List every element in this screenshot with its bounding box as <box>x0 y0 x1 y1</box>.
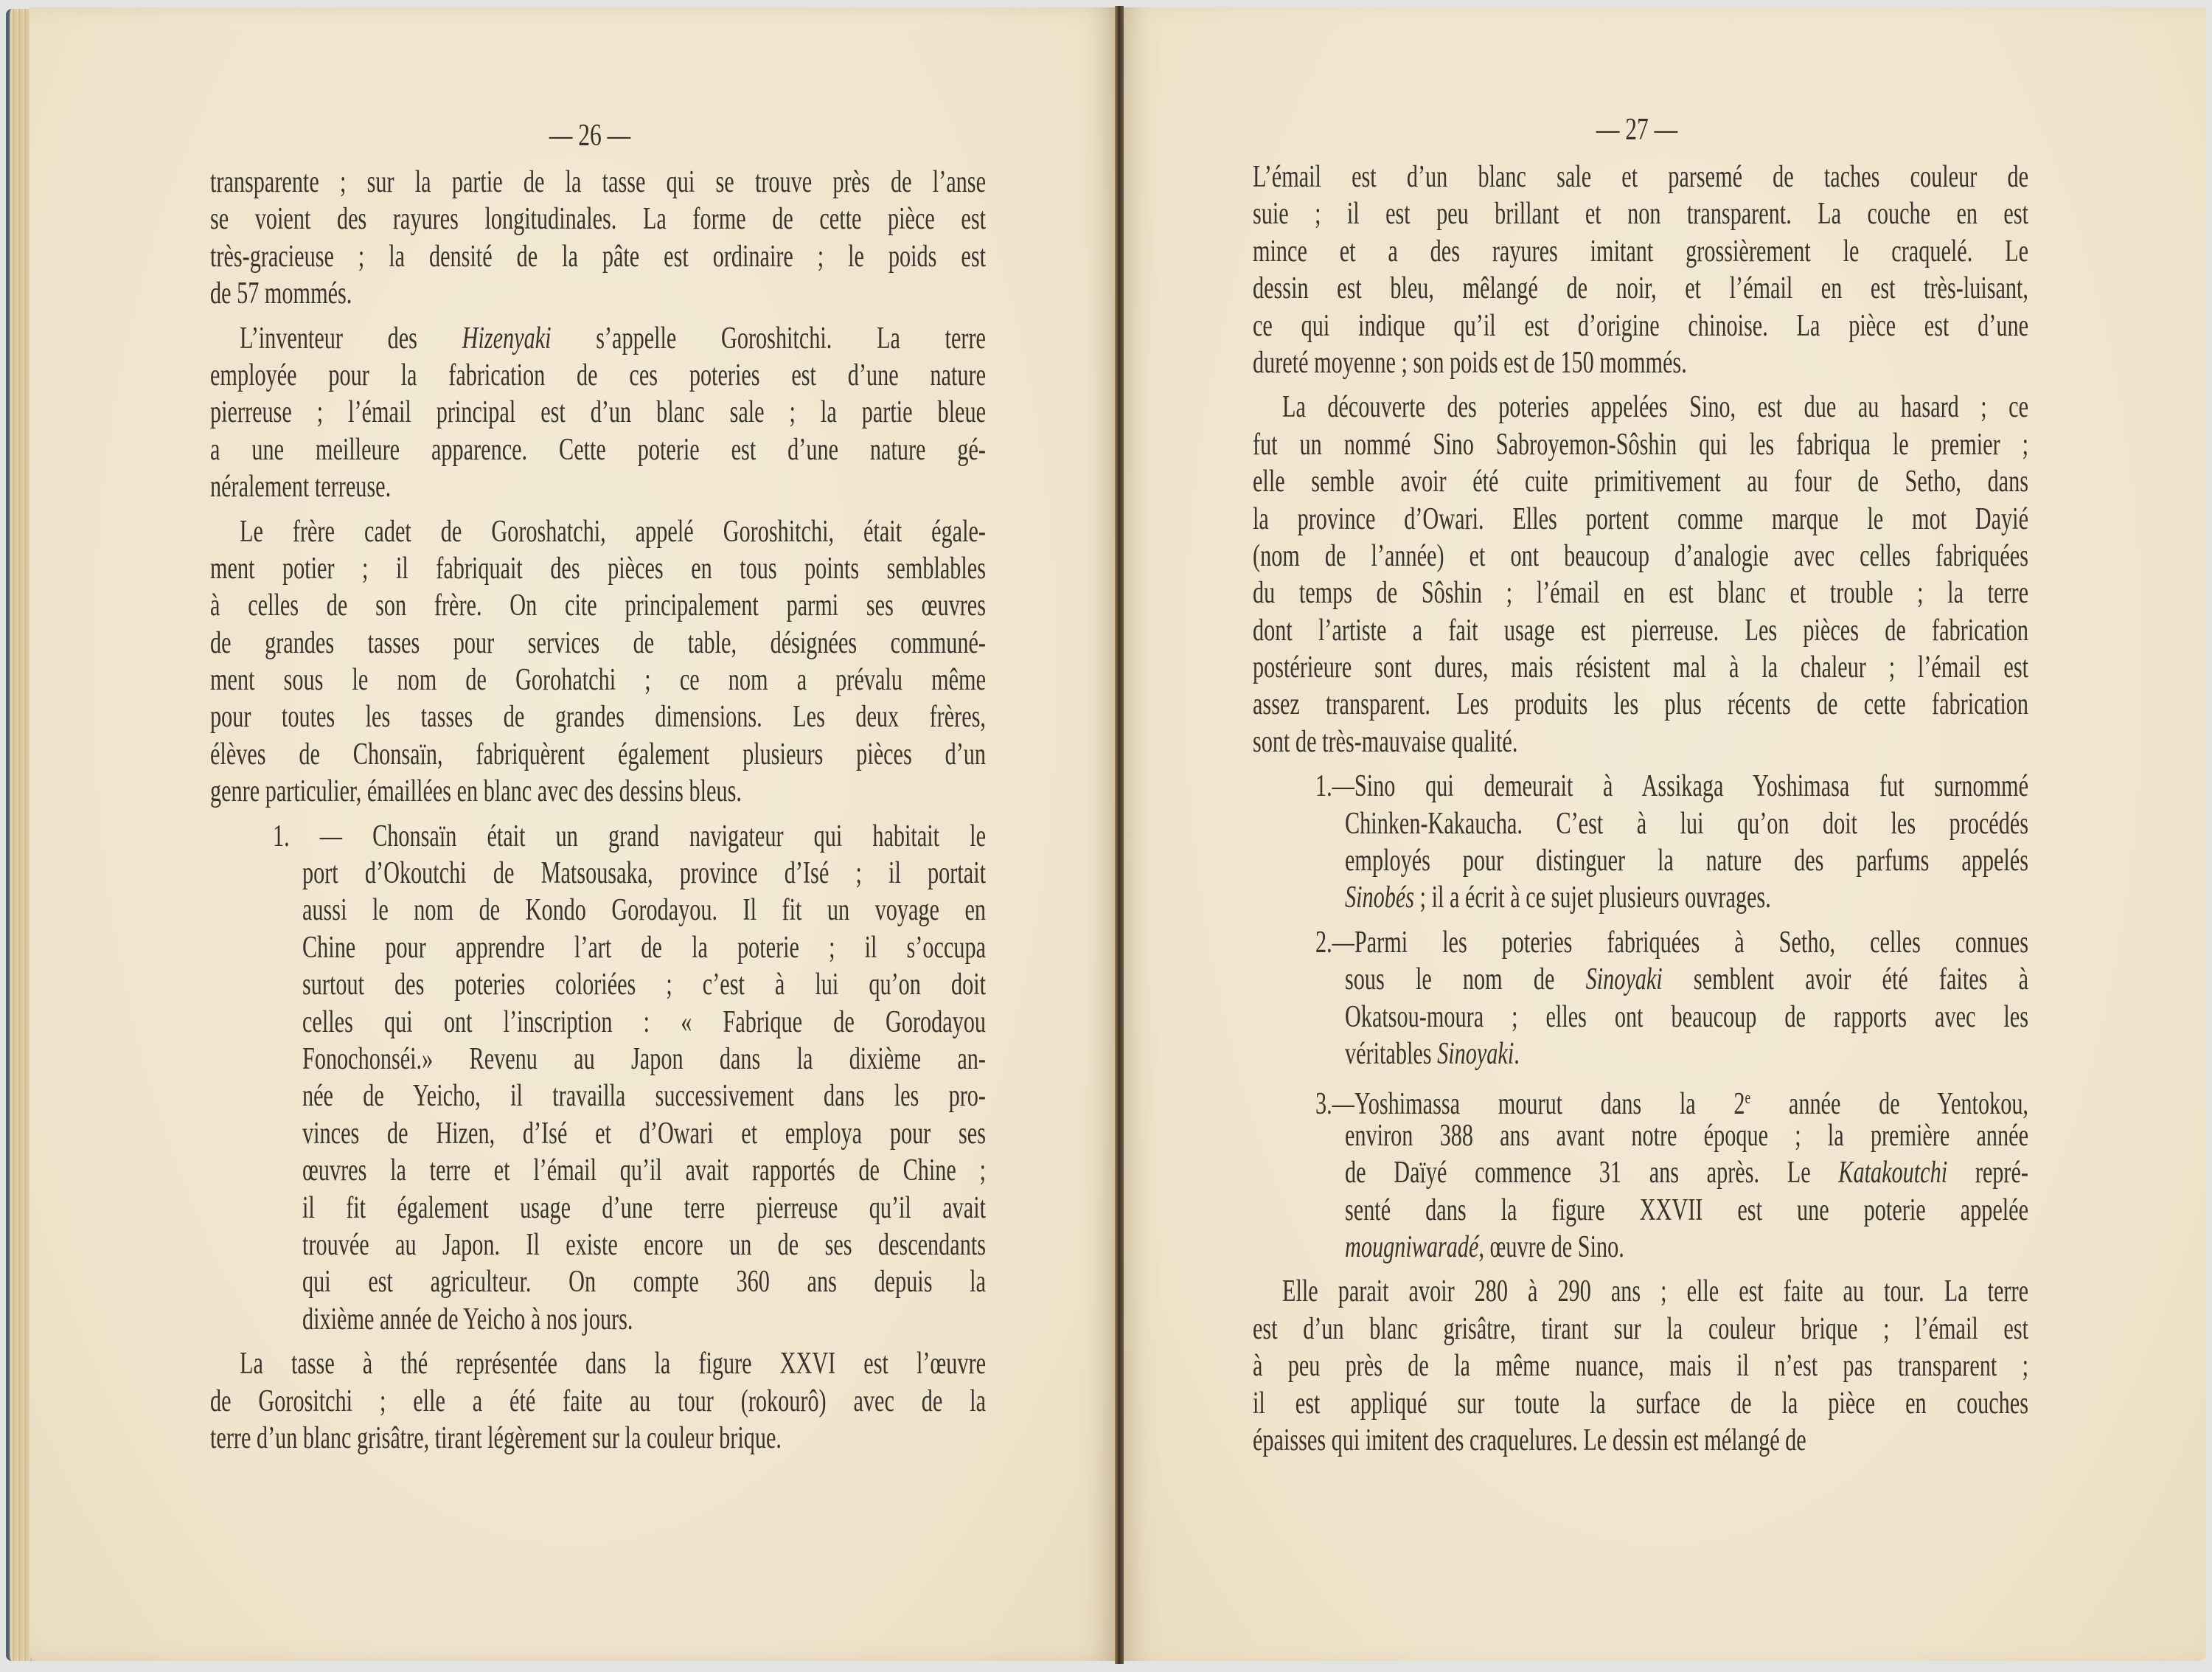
text-line: est d’un blanc grisâtre, tirant sur la couleur brique ; l’émail est <box>1253 1311 2028 1346</box>
text-line: assez transparent. Les produits les plus récents de cette fabrication <box>1253 687 2028 722</box>
text-line: Elle parait avoir 280 à 290 ans ; elle est faite au tour. La terre <box>1282 1274 2028 1309</box>
text-line: néralement terreuse. <box>210 470 392 504</box>
text-line: senté dans la figure XXVII est une poterie appelée <box>1345 1193 2028 1227</box>
text-line: véritables Sinoyaki. <box>1345 1036 1520 1071</box>
text-line: Fonochonséi.» Revenu au Japon dans la dixième an- <box>302 1041 986 1076</box>
paragraph <box>1253 1273 2028 1459</box>
text-line: dessin est bleu, mêlangé de noir, et l’émail en est très-luisant, <box>1253 271 2028 306</box>
text-line: mougniwaradé, œuvre de Sino. <box>1345 1229 1624 1264</box>
text-line: a une meilleure apparence. Cette poterie est d’une nature gé- <box>210 432 986 467</box>
text-line: 1. — Chonsaïn était un grand navigateur qui habitait le <box>273 819 986 853</box>
text-line: à peu près de la même nuance, mais il n’est pas transparent ; <box>1253 1349 2028 1384</box>
text-line: terre d’un blanc grisâtre, tirant légèrement sur la couleur brique. <box>210 1420 782 1455</box>
footnote <box>1253 1080 2028 1266</box>
paragraph <box>210 1345 986 1457</box>
text-line: dixième année de Yeicho à nos jours. <box>302 1302 633 1336</box>
text-line: Okatsou-moura ; elles ont beaucoup de rapports avec les <box>1345 999 2028 1034</box>
text-line: du temps de Sôshin ; l’émail en est blanc et trouble ; la terre <box>1253 576 2028 611</box>
text-line: élèves de Chonsaïn, fabriquèrent également plusieurs pièces d’un <box>210 737 986 771</box>
text-line: Chine pour apprendre l’art de la poterie ; il s’occupa <box>302 930 986 965</box>
text-line: ment sous le nom de Gorohatchi ; ce nom a prévalu même <box>210 663 986 698</box>
text-line: transparente ; sur la partie de la tasse qui se trouve près de l’anse <box>210 165 986 199</box>
text-line: épaisses qui imitent des craquelures. Le dessin est mélangé de <box>1253 1423 1806 1457</box>
paragraph <box>1253 159 2028 381</box>
text-line: née de Yeicho, il travailla successivement dans les pro- <box>302 1079 986 1114</box>
text-line: très-gracieuse ; la densité de la pâte est ordinaire ; le poids est <box>210 239 986 274</box>
text-line: mince et a des rayures imitant grossièrement le craquelé. Le <box>1253 234 2028 268</box>
text-line: genre particulier, émaillées en blanc avec des dessins bleus. <box>210 774 742 809</box>
text-line: elle semble avoir été cuite primitivement au four de Setho, dans <box>1253 465 2028 499</box>
book-gutter <box>1115 6 1124 1664</box>
text-line: dont l’artiste a fait usage est pierreuse. Les pièces de fabrication <box>1253 613 2028 648</box>
text-line: de Gorositchi ; elle a été faite au tour (rokourô) avec de la <box>210 1384 986 1418</box>
text-line: postérieure sont dures, mais résistent mal à la chaleur ; l’émail est <box>1253 651 2028 685</box>
text-line: trouvée au Japon. Il existe encore un de ses descendants <box>302 1227 986 1262</box>
text-line: Sinobés ; il a écrit à ce sujet plusieurs ouvrages. <box>1345 881 1771 915</box>
text-line: Chinken-Kakaucha. C’est à lui qu’on doit les procédés <box>1345 806 2028 841</box>
text-line: de 57 mommés. <box>210 277 352 311</box>
page-number-right: — 27 — <box>1596 113 1678 147</box>
paragraph <box>210 164 986 313</box>
text-line: pierreuse ; l’émail principal est d’un blanc sale ; la partie bleue <box>210 395 986 430</box>
text-line: La tasse à thé représentée dans la figure XXVI est l’œuvre <box>240 1347 986 1381</box>
text-line: celles qui ont l’inscription : « Fabrique de Gorodayou <box>302 1005 986 1039</box>
text-line: L’émail est d’un blanc sale et parsemé de taches couleur de <box>1253 160 2028 194</box>
text-line: qui est agriculteur. On compte 360 ans depuis la <box>302 1265 986 1300</box>
text-line: fut un nommé Sino Sabroyemon-Sôshin qui les fabriqua le premier ; <box>1253 427 2028 462</box>
text-line: pour toutes les tasses de grandes dimensions. Les deux frères, <box>210 700 986 735</box>
text-line: la province d’Owari. Elles portent comme marque le mot Dayié <box>1253 502 2028 536</box>
text-line: aussi le nom de Kondo Gorodayou. Il fit un voyage en <box>302 893 986 928</box>
text-line: La découverte des poteries appelées Sino, est due au hasard ; ce <box>1282 390 2028 425</box>
text-line: ment potier ; il fabriquait des pièces en tous points semblables <box>210 551 986 586</box>
text-line: dureté moyenne ; son poids est de 150 mommés. <box>1253 345 1687 380</box>
text-line: 1.—Sino qui demeurait à Assikaga Yoshimasa fut surnommé <box>1315 769 2028 804</box>
text-line: Le frère cadet de Goroshatchi, appelé Goroshitchi, était égale- <box>240 514 986 549</box>
text-line: il fit également usage d’une terre pierreuse qu’il avait <box>302 1190 986 1225</box>
text-line: suie ; il est peu brillant et non transparent. La couche en est <box>1253 197 2028 232</box>
text-line: sont de très-mauvaise qualité. <box>1253 724 1518 759</box>
text-line: sous le nom de Sinoyaki semblent avoir été faites à <box>1345 962 2029 997</box>
text-line: 2.—Parmi les poteries fabriquées à Setho, celles connues <box>1315 925 2028 960</box>
text-line: employés pour distinguer la nature des parfums appelés <box>1345 844 2028 878</box>
text-line: à celles de son frère. On cite principalement parmi ses œuvres <box>210 589 986 623</box>
paragraph <box>1253 389 2028 760</box>
text-line: employée pour la fabrication de ces poteries est d’une nature <box>210 358 986 392</box>
text-line: ce qui indique qu’il est d’origine chinoise. La pièce est d’une <box>1253 308 2028 343</box>
text-line: environ 388 ans avant notre époque ; la première année <box>1345 1118 2028 1153</box>
text-line: 3.—Yoshimassa mourut dans la 2e année de Yentokou, <box>1315 1087 2029 1122</box>
left-page-text <box>210 164 986 1457</box>
text-line: de grandes tasses pour services de table, désignées communé- <box>210 625 986 660</box>
text-line: (nom de l’année) et ont beaucoup d’analogie avec celles fabriquées <box>1253 538 2028 573</box>
text-line: œuvres la terre et l’émail qu’il avait rapportés de Chine ; <box>302 1154 986 1188</box>
text-line: de Daïyé commence 31 ans après. Le Katakoutchi repré- <box>1345 1156 2028 1190</box>
text-line: il est appliqué sur toute la surface de la pièce en couches <box>1253 1386 2028 1420</box>
text-line: surtout des poteries coloriées ; c’est à lui qu’on doit <box>302 968 986 1002</box>
text-line: L’inventeur des Hizenyaki s’appelle Goroshitchi. La terre <box>240 321 986 355</box>
footnote <box>1253 924 2028 1073</box>
text-line: vinces de Hizen, d’Isé et d’Owari et employa pour ses <box>302 1116 986 1151</box>
right-page-text <box>1253 159 2028 1459</box>
paragraph <box>210 513 986 811</box>
footnote <box>1253 768 2028 917</box>
page-number-left: — 26 — <box>549 119 631 153</box>
text-line: se voient des rayures longitudinales. La forme de cette pièce est <box>210 202 986 237</box>
footnote <box>210 818 986 1338</box>
text-line: port d’Okoutchi de Matsousaka, province d’Isé ; il portait <box>302 856 986 891</box>
paragraph <box>210 320 986 506</box>
